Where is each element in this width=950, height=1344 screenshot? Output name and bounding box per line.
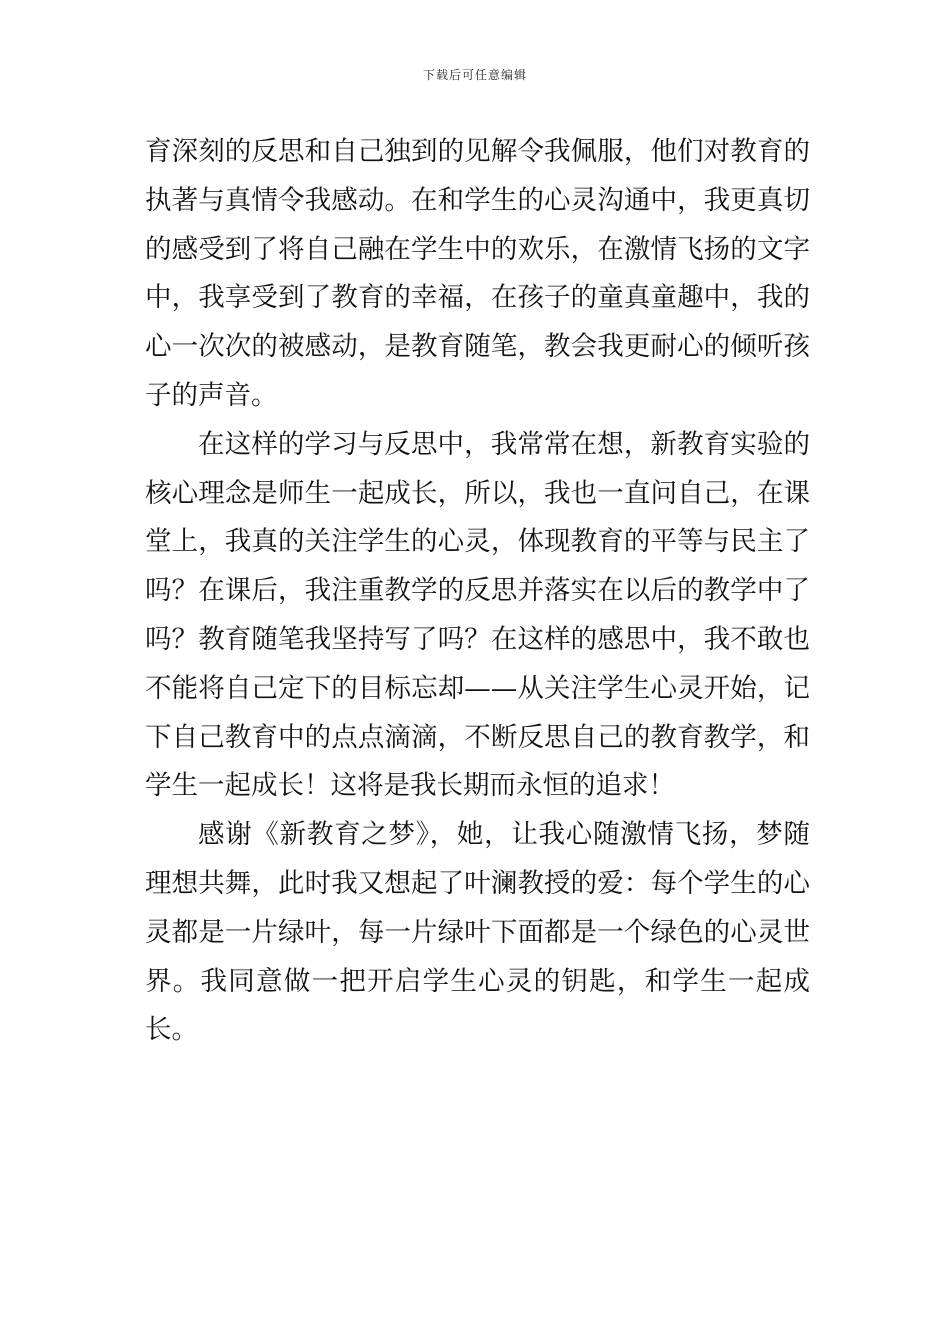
header-note: 下载后可任意编辑 (422, 68, 527, 82)
paragraph-1: 育深刻的反思和自己独到的见解令我佩服，他们对教育的执著与真情令我感动。在和学生的心灵沟通中，我更真切的感受到了将自己融在学生中的欢乐，在激情飞扬的文字中，我享受到了教育的幸福，在孩子的童真童趣中，我的心一次次的被感动，是教育随笔，教会我更耐心的倾听孩子的声音。 (145, 136, 810, 411)
paragraph-2: 在这样的学习与反思中，我常常在想，新教育实验的核心理念是师生一起成长，所以，我也一直问自己，在课堂上，我真的关注学生的心灵，体现教育的平等与民主了吗？在课后，我注重教学的反思并落实在以后的教学中了吗？教育随笔我坚持写了吗？在这样的感思中，我不敢也不能将自己定下的目标忘却——从关注学生心灵开始，记下自己教育中的点点滴滴，不断反思自己的教育教学，和学生一起成长！这将是我长期而永恒的追求！ (145, 428, 810, 802)
paragraph-3: 感谢《新教育之梦》，她，让我心随激情飞扬，梦随理想共舞，此时我又想起了叶澜教授的爱：每个学生的心灵都是一片绿叶，每一片绿叶下面都是一个绿色的心灵世界。我同意做一把开启学生心灵的钥匙，和学生一起成长。 (145, 819, 810, 1046)
document-body (145, 128, 810, 1055)
